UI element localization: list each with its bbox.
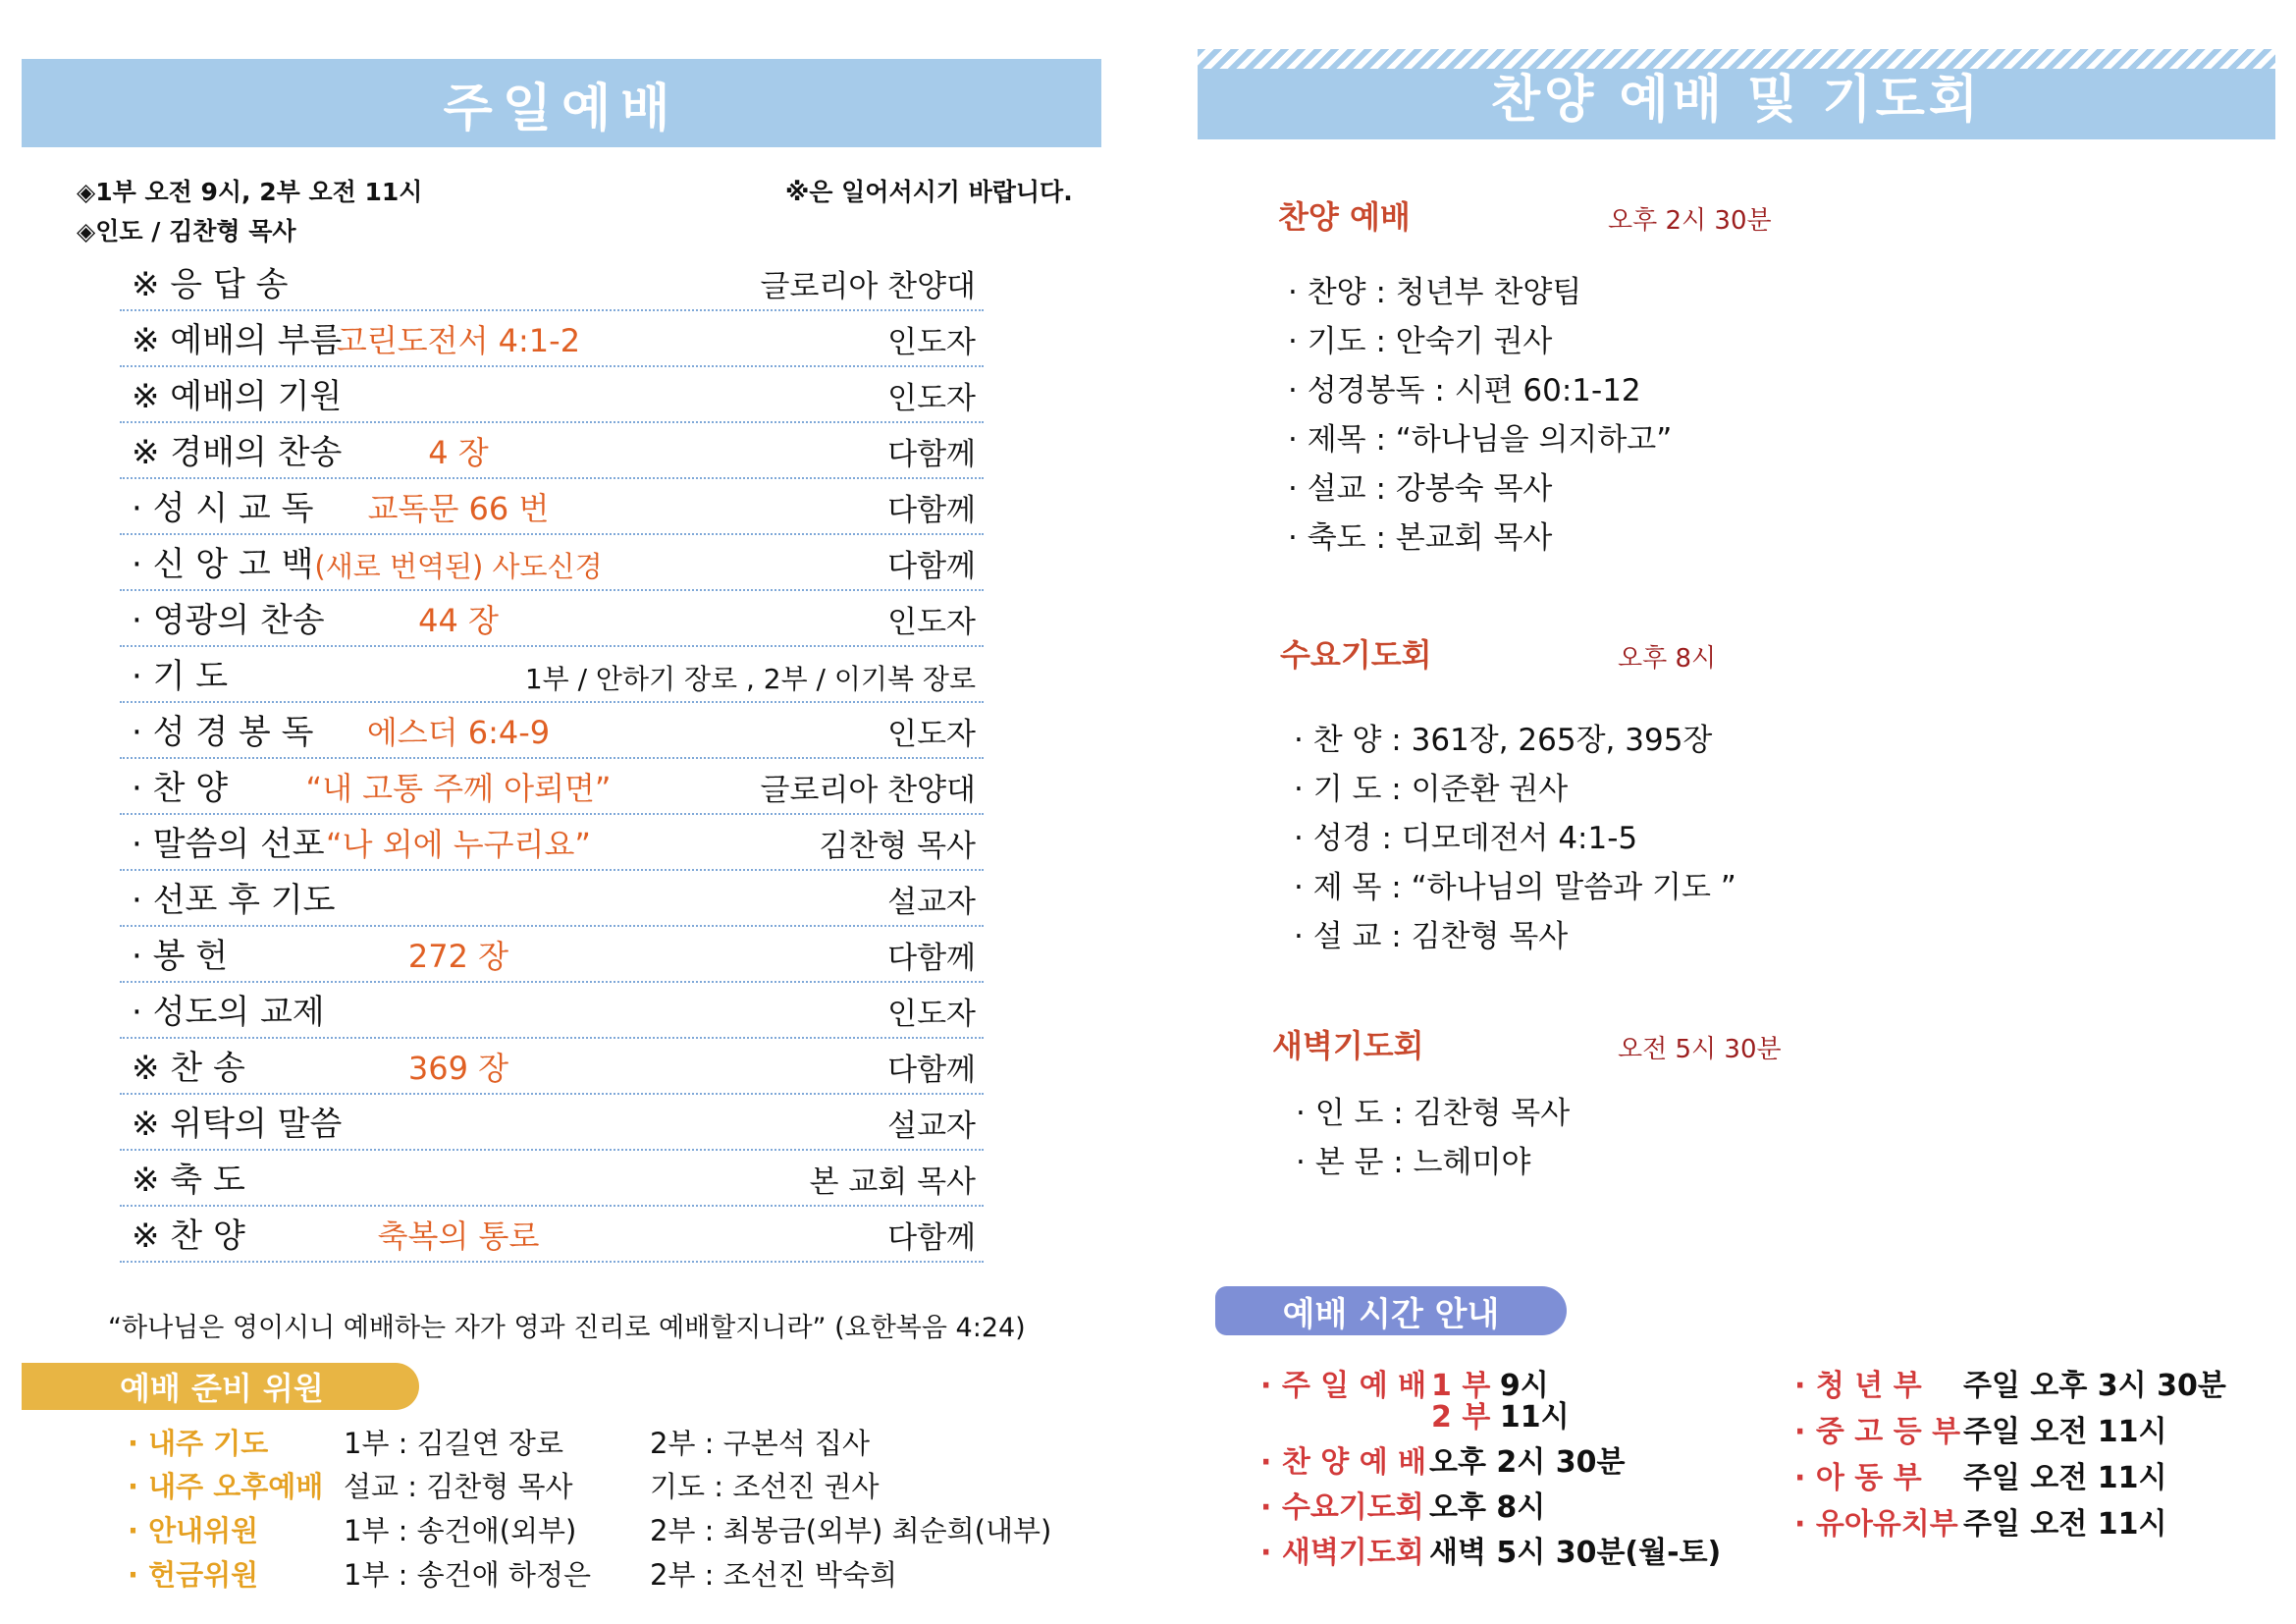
schedule-praise [1260, 1437, 1625, 1481]
order-ref: (새로 번역된) 사도신경 [314, 550, 603, 583]
order-ref: 272 장 [407, 938, 509, 975]
order-ref: 교독문 66 번 [367, 490, 550, 527]
order-ref: 369 장 [407, 1050, 509, 1087]
wednesday-item: · 설 교 : 김찬형 목사 [1294, 919, 1569, 954]
praise-item: · 성경봉독 : 시편 60:1-12 [1288, 373, 1641, 408]
order-name: · 선포 후 기도 [132, 881, 336, 920]
dawn-item: · 본 문 : 느헤미야 [1296, 1145, 1531, 1180]
order-row [120, 703, 984, 759]
schedule-time: 주일 오전 11시 [1963, 1461, 2167, 1495]
praise-item: · 찬양 : 청년부 찬양팀 [1288, 275, 1582, 310]
schedule-time: 새벽 5시 30분(월-토) [1429, 1536, 1722, 1570]
praise-item: · 제목 : “하나님을 의지하고” [1288, 422, 1673, 458]
service-times: ◈1부 오전 9시, 2부 오전 11시 [77, 178, 423, 206]
praise-item: · 기도 : 안숙기 권사 [1288, 324, 1553, 359]
schedule-time: 주일 오전 11시 [1963, 1415, 2167, 1449]
committee-label: · 안내위원 [128, 1514, 259, 1547]
schedule-wednesday [1260, 1483, 1545, 1526]
order-name: · 기 도 [132, 657, 229, 696]
order-row [120, 983, 984, 1039]
wednesday-item: · 기 도 : 이준환 권사 [1294, 772, 1569, 807]
order-leader: 김찬형 목사 [819, 829, 976, 864]
order-of-worship [120, 255, 984, 1263]
order-name: · 성 시 교 독 [132, 489, 314, 528]
schedule-time: 오후 2시 30분 [1429, 1445, 1626, 1480]
order-name: ※ 예배의 부름 [132, 321, 343, 360]
wednesday-item: · 찬 양 : 361장, 265장, 395장 [1294, 723, 1713, 758]
order-leader: 글로리아 찬양대 [760, 773, 976, 808]
order-leader: 1부 / 안하기 장로 , 2부 / 이기복 장로 [524, 663, 976, 695]
order-leader: 글로리아 찬양대 [760, 269, 976, 304]
order-row [120, 759, 984, 815]
order-ref: 축복의 통로 [377, 1218, 540, 1255]
order-name: · 성도의 교제 [132, 993, 325, 1032]
order-row [120, 591, 984, 647]
schedule-time: 주일 오전 11시 [1963, 1507, 2167, 1542]
order-row [120, 311, 984, 367]
schedule-title: 예배 시간 안내 [1215, 1286, 1567, 1335]
order-name: · 말씀의 선포 [132, 825, 325, 864]
order-name: ※ 응 답 송 [132, 265, 289, 304]
schedule-time: 주일 오후 3시 30분 [1963, 1369, 2226, 1403]
praise-time: 오후 2시 30분 [1608, 206, 1772, 236]
committee-title: 예배 준비 위원 [22, 1363, 419, 1410]
order-row [120, 1207, 984, 1263]
committee-first: 설교 : 김찬형 목사 [344, 1470, 573, 1503]
dawn-time: 오전 5시 30분 [1618, 1035, 1782, 1064]
order-leader: 다함께 [887, 549, 976, 584]
schedule-label: · 새벽기도회 [1260, 1536, 1424, 1570]
committee-label: · 내주 오후예배 [128, 1470, 324, 1503]
schedule-dept [1794, 1453, 2167, 1496]
schedule-label: · 아 동 부 [1794, 1461, 1922, 1495]
scripture-verse: “하나님은 영이시니 예배하는 자가 영과 진리로 예배할지니라” (요한복음 4:24) [108, 1313, 1026, 1343]
committee-second: 2부 : 구본석 집사 [650, 1427, 870, 1460]
order-leader: 인도자 [887, 605, 976, 640]
order-name: ※ 경배의 찬송 [132, 433, 343, 472]
praise-item: · 설교 : 강봉숙 목사 [1288, 471, 1553, 507]
schedule-sunday [1260, 1361, 1426, 1404]
order-name: · 찬 양 [132, 769, 229, 808]
order-ref: 고린도전서 4:1-2 [336, 322, 581, 359]
schedule-label: · 수요기도회 [1260, 1490, 1424, 1525]
schedule-label: · 청 년 부 [1794, 1369, 1922, 1403]
order-name: ※ 축 도 [132, 1161, 245, 1200]
schedule-dawn [1260, 1528, 1721, 1571]
committee-second: 2부 : 조선진 박숙희 [650, 1558, 897, 1592]
dawn-item: · 인 도 : 김찬형 목사 [1296, 1096, 1571, 1131]
committee-second: 2부 : 최봉금(외부) 최순희(내부) [650, 1514, 1052, 1547]
order-name: · 성 경 봉 독 [132, 713, 314, 752]
order-row [120, 423, 984, 479]
schedule-dept [1794, 1361, 2226, 1404]
schedule-label: · 주 일 예 배 [1260, 1369, 1427, 1403]
order-leader: 인도자 [887, 381, 976, 416]
order-name: ※ 찬 양 [132, 1217, 245, 1256]
service-leader: ◈인도 / 김찬형 목사 [77, 217, 296, 245]
order-leader: 다함께 [887, 437, 976, 472]
order-name: ※ 예배의 기원 [132, 377, 343, 416]
order-leader: 다함께 [887, 941, 976, 976]
praise-title: 찬양 예배 [1278, 198, 1411, 236]
order-name: · 영광의 찬송 [132, 601, 325, 640]
schedule-dept [1794, 1499, 2167, 1543]
order-row [120, 535, 984, 591]
order-leader: 다함께 [887, 1053, 976, 1088]
dawn-title: 새벽기도회 [1272, 1027, 1424, 1064]
committee-label: · 내주 기도 [128, 1427, 269, 1460]
schedule-label: · 유아유치부 [1794, 1507, 1958, 1542]
order-name: ※ 위탁의 말씀 [132, 1105, 343, 1144]
order-ref: “내 고통 주께 아뢰면” [305, 770, 612, 807]
order-row [120, 255, 984, 311]
order-row [120, 1151, 984, 1207]
schedule-time: 오후 8시 [1429, 1490, 1546, 1525]
order-ref: 4 장 [428, 434, 489, 471]
order-name: · 봉 헌 [132, 937, 229, 976]
order-row [120, 367, 984, 423]
wednesday-item: · 성경 : 디모데전서 4:1-5 [1294, 821, 1638, 856]
order-leader: 다함께 [887, 1220, 976, 1256]
order-row [120, 647, 984, 703]
schedule-time: 11시 [1499, 1400, 1570, 1435]
praise-prayer-banner: 찬양 예배 및 기도회 [1198, 49, 2275, 139]
order-leader: 설교자 [887, 885, 976, 920]
order-row [120, 1095, 984, 1151]
schedule-part: 2 부 [1431, 1400, 1491, 1435]
order-name: ※ 찬 송 [132, 1049, 245, 1088]
order-row [120, 1039, 984, 1095]
order-leader: 다함께 [887, 493, 976, 528]
committee-label: · 헌금위원 [128, 1558, 259, 1592]
order-name: · 신 앙 고 백 [132, 545, 314, 584]
schedule-dept [1794, 1407, 2167, 1450]
order-ref: 에스더 6:4-9 [366, 714, 551, 751]
wednesday-title: 수요기도회 [1280, 636, 1432, 674]
committee-second: 기도 : 조선진 권사 [650, 1470, 880, 1503]
wednesday-time: 오후 8시 [1618, 644, 1717, 674]
order-row [120, 871, 984, 927]
schedule-label: · 찬 양 예 배 [1260, 1445, 1427, 1480]
order-leader: 설교자 [887, 1109, 976, 1144]
order-row [120, 479, 984, 535]
stand-note: ※은 일어서시기 바랍니다. [785, 178, 1073, 206]
sunday-worship-banner: 주일예배 [22, 59, 1101, 147]
order-ref: 44 장 [418, 602, 499, 639]
schedule-label: · 중 고 등 부 [1794, 1415, 1961, 1449]
order-leader: 인도자 [887, 325, 976, 360]
order-row [120, 815, 984, 871]
order-leader: 인도자 [887, 997, 976, 1032]
schedule-sunday-2 [1431, 1392, 1570, 1435]
committee-first: 1부 : 송건애(외부) [344, 1514, 577, 1547]
schedule-time: 9시 [1499, 1369, 1549, 1403]
committee-first: 1부 : 김길연 장로 [344, 1427, 563, 1460]
committee-first: 1부 : 송건애 하정은 [344, 1558, 591, 1592]
banner-stripes [1198, 49, 2275, 69]
praise-item: · 축도 : 본교회 목사 [1288, 520, 1553, 556]
order-row [120, 927, 984, 983]
schedule-part: 1 부 [1431, 1369, 1491, 1403]
wednesday-item: · 제 목 : “하나님의 말씀과 기도 ” [1294, 870, 1736, 905]
order-ref: “나 외에 누구리요” [326, 826, 591, 863]
order-leader: 인도자 [887, 717, 976, 752]
order-leader: 본 교회 목사 [809, 1164, 976, 1200]
